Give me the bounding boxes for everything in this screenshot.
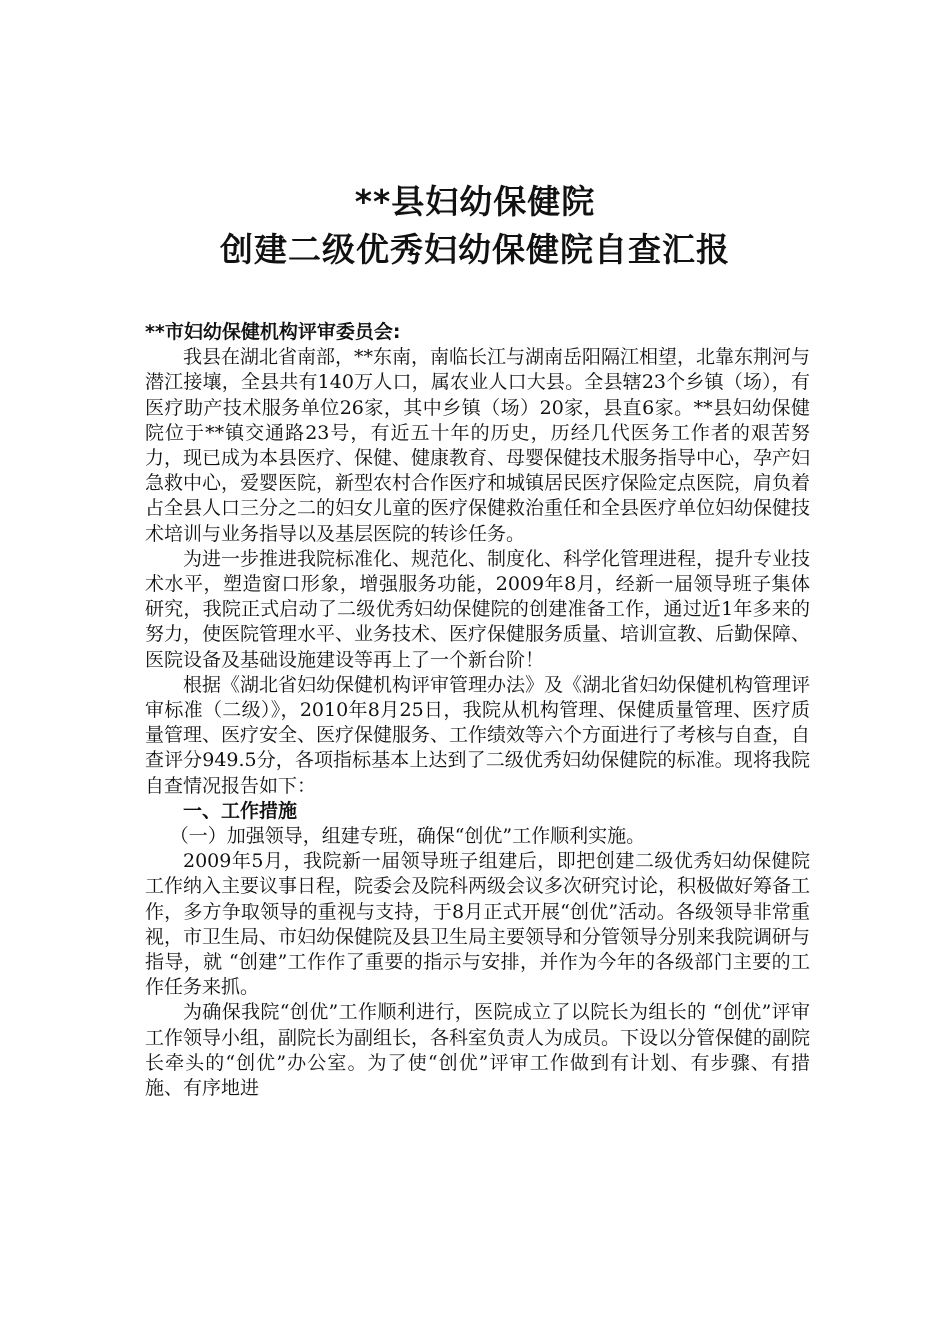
document-title-line-1: **县妇幼保健院 [354,182,596,221]
paragraph-self-check: 根据《湖北省妇幼保健机构评审管理办法》及《湖北省妇幼保健机构管理评审标准（二级）》，2010年8月25日，我院从机构管理、保健质量管理、医疗质量管理、医疗安全、医疗保健服务、工作绩效等六个方面进行了考核与自查，自查评分949.5分，各项指标基本上达到了二级优秀妇幼保健院的标准。现将我院自查情况报告如下： [145,673,811,797]
document-title-line-2: 创建二级优秀妇幼保健院自查汇报 [220,230,730,269]
document-body [145,320,810,1101]
paragraph-intro: 我县在湖北省南部，**东南，南临长江与湖南岳阳隔江相望，北靠东荆河与潜江接壤，全县共有140万人口，属农业人口大县。全县辖23个乡镇（场），有医疗助产技术服务单位26家，其中乡镇（场）20家，县直6家。**县妇幼保健院位于**镇交通路23号，有近五十年的历史，历经几代医务工作者的艰苦努力，现已成为本县医疗、保健、健康教育、母婴保健技术服务指导中心，孕产妇急救中心，爱婴医院，新型农村合作医疗和城镇居民医疗保险定点医院，肩负着占全县人口三分之二的妇女儿童的医疗保健救治重任和全县医疗单位妇幼保健技术培训与业务指导以及基层医院的转诊任务。 [145,346,811,545]
paragraph-leadership: 2009年5月，我院新一届领导班子组建后，即把创建二级优秀妇幼保健院工作纳入主要议事日程，院委会及院科两级会议多次研究讨论，积极做好筹备工作，多方争取领导的重视与支持，于8月正式开展“创优”活动。各级领导非常重视，市卫生局、市妇幼保健院及县卫生局主要领导和分管领导分别来我院调研与指导，就 “创建”工作作了重要的指示与安排，并作为今年的各级部门主要的工作任务来抓。 [145,850,811,999]
paragraph-purpose: 为进一步推进我院标准化、规范化、制度化、科学化管理进程，提升专业技术水平，塑造窗口形象，增强服务功能，2009年8月，经新一届领导班子集体研究，我院正式启动了二级优秀妇幼保健院的创建准备工作，通过近1年多来的努力，使医院管理水平、业务技术、医疗保健服务质量、培训宣教、后勤保障、医院设备及基础设施建设等再上了一个新台阶！ [145,547,811,671]
sub-heading-leadership: （一）加强领导，组建专班，确保“创优”工作顺利实施。 [169,825,646,848]
paragraph-organization: 为确保我院“创优”工作顺利进行，医院成立了以院长为组长的 “创优”评审工作领导小组，副院长为副组长，各科室负责人为成员。下设以分管保健的副院长牵头的“创优”办公室。为了使“创优”评审工作做到有计划、有步骤、有措施、有序地进 [145,1001,811,1100]
section-heading-work-measures: 一、工作措施 [183,799,298,822]
salutation: **市妇幼保健机构评审委员会: [145,321,401,343]
